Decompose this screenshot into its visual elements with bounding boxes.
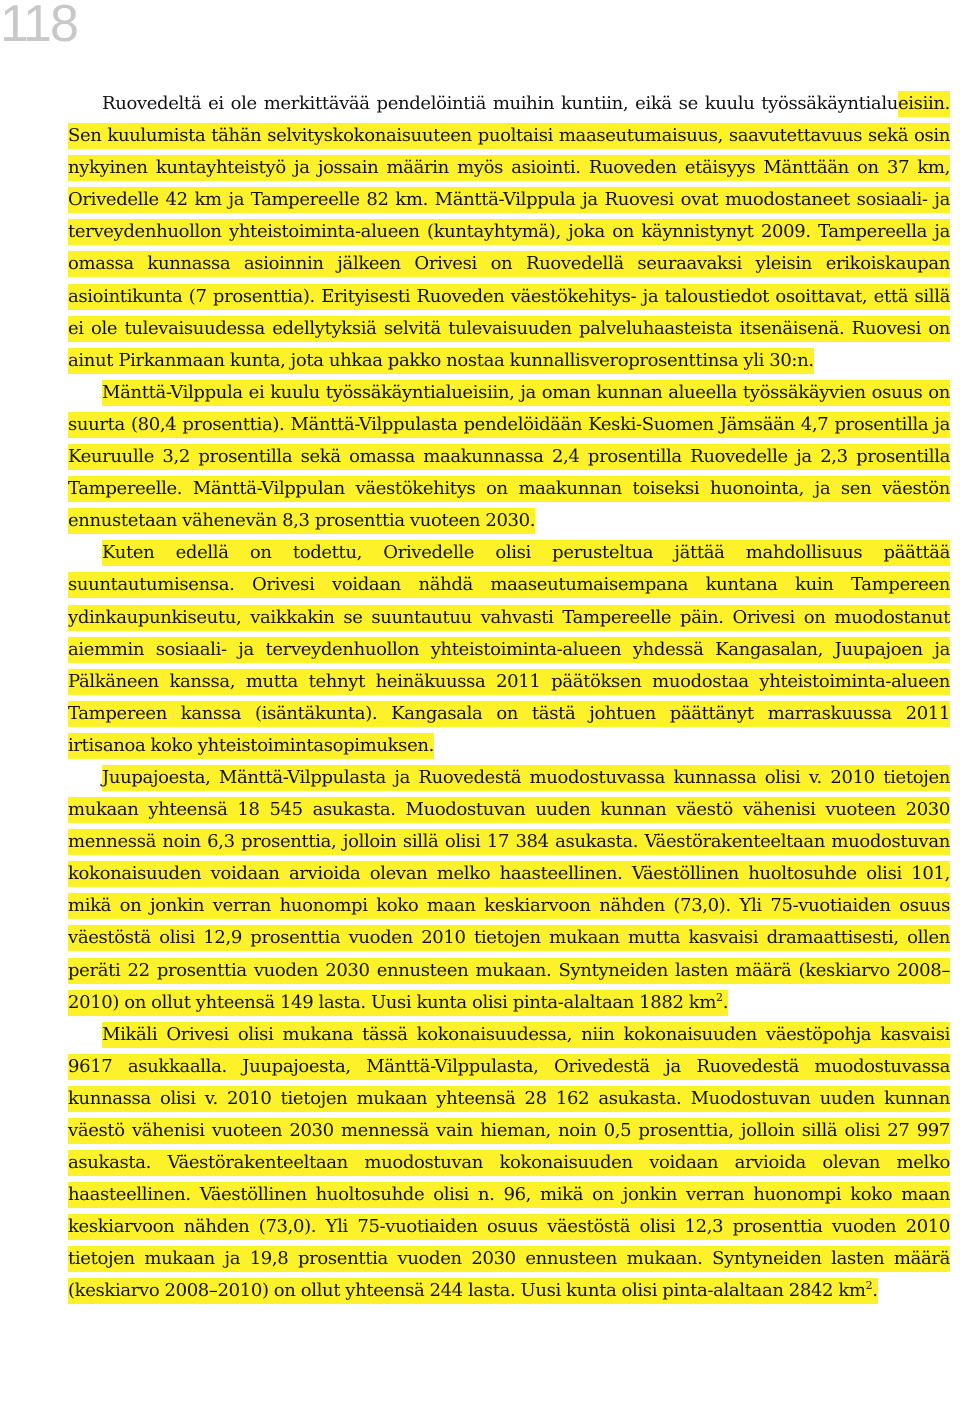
paragraph-5: [68, 1019, 950, 1308]
superscript: 2: [865, 1279, 873, 1293]
paragraph-1: [68, 88, 950, 377]
page-number: 118: [0, 0, 77, 53]
highlighted-text: [68, 1022, 950, 1305]
highlighted-text: eisiin. Sen kuulumista tähän selvityskokonaisuuteen puoltaisi maaseutumaisuus, saavutettavuus sekä osin nykyinen kuntayhteistyö ja jossain määrin myös asiointi. Ruoveden etäisyys Mänttään on 37 km, Orivedelle 42 km ja Tampereelle 82 km. Mänttä-Vilppula ja Ruovesi ovat muodostaneet sosiaali- ja terveydenhuollon yhteistoiminta-alueen (kuntayhtymä), joka on käynnistynyt 2009. Tampereella ja omassa kunnassa asioinnin jälkeen Orivesi on Ruovedellä seuraavaksi yleisin erikoiskaupan asiointikunta (7 prosenttia). Erityisesti Ruoveden väestökehitys- ja taloustiedot osoittavat, että sillä ei ole tulevaisuudessa edellytyksiä selvitä tulevaisuuden palveluhaasteista itsenäisenä. Ruovesi on ainut Pirkanmaan kunta, jota uhkaa pakko nostaa kunnallisveroprosenttinsa yli 30:n.: [68, 91, 950, 374]
highlighted-text: Mänttä-Vilppula ei kuulu työssäkäyntialueisiin, ja oman kunnan alueella työssäkäyvien osuus on suurta (80,4 prosenttia). Mänttä-Vilppulasta pendelöidään Keski-Suomen Jämsään 4,7 prosentilla ja Keuruulle 3,2 prosentilla sekä omassa maakunnassa 2,4 prosentilla Ruovedelle ja 2,3 prosentilla Tampereelle. Mänttä-Vilppulan väestökehitys on maakunnan toiseksi huonointa, ja sen väestön ennustetaan vähenevän 8,3 prosenttia vuoteen 2030.: [68, 380, 950, 534]
trailing-text: .: [722, 991, 729, 1013]
document-body: [68, 88, 950, 1308]
highlighted-text: [68, 765, 950, 1016]
paragraph-3: [68, 537, 950, 762]
paragraph-2: [68, 377, 950, 537]
highlighted-text-body: Mikäli Orivesi olisi mukana tässä kokonaisuudessa, niin kokonaisuuden väestöpohja kasvaisi 9617 asukkaalla. Juupajoesta, Mänttä-Vilppulasta, Orivedestä ja Ruovedestä muodostuvassa kunnassa olisi v. 2010 tietojen mukaan yhteensä 28 162 asukasta. Muodostuvan uuden kunnan väestö vähenisi vuoteen 2030 mennessä vain hieman, noin 0,5 prosenttia, jolloin sillä olisi 27 997 asukasta. Väestörakenteeltaan muodostuvan kokonaisuuden voidaan arvioida olevan melko haasteellinen. Väestöllinen huoltosuhde olisi n. 96, mikä on jonkin verran huonompi koko maan keskiarvoon nähden (73,0). Yli 75-vuotiaiden osuus väestöstä olisi 12,3 prosenttia vuoden 2010 tietojen mukaan ja 19,8 prosenttia vuoden 2030 ennusteen mukaan. Syntyneiden lasten määrä (keskiarvo 2008–2010) on ollut yhteensä 244 lasta. Uusi kunta olisi pinta-alaltaan 2842 km: [68, 1023, 950, 1302]
plain-text: Ruovedeltä ei ole merkittävää pendelöintiä muihin kuntiin, eikä se kuulu työssäkäyntialu: [102, 93, 898, 114]
superscript: 2: [716, 990, 723, 1004]
highlighted-text: Kuten edellä on todettu, Orivedelle olisi perusteltua jättää mahdollisuus päättää suuntautumisensa. Orivesi voidaan nähdä maaseutumaisempana kuntana kuin Tampereen ydinkaupunkiseutu, vaikkakin se suuntautuu vahvasti Tampereelle päin. Orivesi on muodostanut aiemmin sosiaali- ja terveydenhuollon yhteistoiminta-alueen yhdessä Kangasalan, Juupajoen ja Pälkäneen kanssa, mutta tehnyt heinäkuussa 2011 päätöksen muodostaa yhteistoiminta-alueen Tampereen kanssa (isäntäkunta). Kangasala on tästä johtuen päättänyt marraskuussa 2011 irtisanoa koko yhteistoimintasopimuksen.: [68, 540, 950, 759]
paragraph-4: [68, 762, 950, 1019]
highlighted-text-body: Juupajoesta, Mänttä-Vilppulasta ja Ruovedestä muodostuvassa kunnassa olisi v. 2010 tietojen mukaan yhteensä 18 545 asukasta. Muodostuvan uuden kunnan väestö vähenisi vuoteen 2030 mennessä noin 6,3 prosenttia, jolloin sillä olisi 17 384 asukasta. Väestörakenteeltaan muodostuvan kokonaisuuden voidaan arvioida olevan melko haasteellinen. Väestöllinen huoltosuhde olisi 101, mikä on jonkin verran huonompi koko maan keskiarvoon nähden (73,0). Yli 75-vuotiaiden osuus väestöstä olisi 12,9 prosenttia vuoden 2010 tietojen mukaan mutta kasvaisi dramaattisesti, ollen peräti 22 prosenttia vuoden 2030 ennusteen mukaan. Syntyneiden lasten määrä (keskiarvo 2008–2010) on ollut yhteensä 149 lasta. Uusi kunta olisi pinta-alaltaan 1882 km: [68, 766, 950, 1013]
trailing-text: .: [872, 1280, 878, 1302]
